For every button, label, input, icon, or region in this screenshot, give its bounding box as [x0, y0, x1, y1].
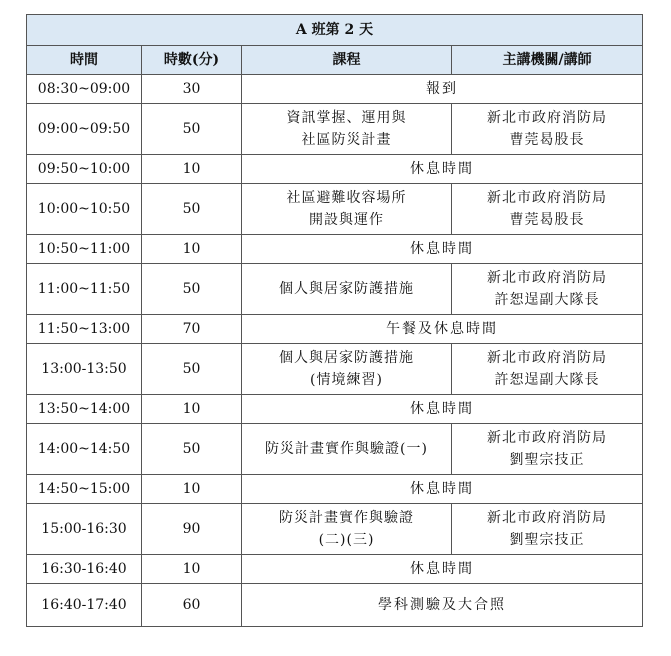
minutes-cell: 50	[142, 344, 242, 395]
minutes-cell: 10	[142, 555, 242, 584]
minutes-cell: 10	[142, 155, 242, 184]
lecturer-cell: 新北市政府消防局 曹莞曷股長	[452, 184, 643, 235]
time-cell: 15:00-16:30	[27, 504, 142, 555]
header-lecturer: 主講機關/講師	[452, 46, 643, 75]
header-time: 時間	[27, 46, 142, 75]
merged-cell: 休息時間	[242, 155, 643, 184]
minutes-cell: 50	[142, 264, 242, 315]
table-title: A 班第 2 天	[27, 15, 643, 46]
header-course: 課程	[242, 46, 452, 75]
time-cell: 11:00~11:50	[27, 264, 142, 315]
minutes-cell: 70	[142, 315, 242, 344]
time-cell: 08:30~09:00	[27, 75, 142, 104]
table-row	[27, 155, 643, 184]
title-row	[27, 15, 643, 46]
schedule-table	[26, 14, 643, 627]
lecturer-cell: 新北市政府消防局 許恕逞副大隊長	[452, 344, 643, 395]
time-cell: 11:50~13:00	[27, 315, 142, 344]
course-cell: 個人與居家防護措施 (情境練習)	[242, 344, 452, 395]
time-cell: 16:30-16:40	[27, 555, 142, 584]
table-row	[27, 264, 643, 315]
course-cell: 防災計畫實作與驗證(一)	[242, 424, 452, 475]
table-row	[27, 344, 643, 395]
course-cell: 資訊掌握、運用與 社區防災計畫	[242, 104, 452, 155]
merged-cell: 學科測驗及大合照	[242, 584, 643, 627]
table-row	[27, 475, 643, 504]
table-row	[27, 315, 643, 344]
lecturer-cell: 新北市政府消防局 曹莞曷股長	[452, 104, 643, 155]
time-cell: 14:50~15:00	[27, 475, 142, 504]
merged-cell: 休息時間	[242, 395, 643, 424]
minutes-cell: 10	[142, 475, 242, 504]
minutes-cell: 60	[142, 584, 242, 627]
course-cell: 社區避難收容場所 開設與運作	[242, 184, 452, 235]
merged-cell: 休息時間	[242, 555, 643, 584]
time-cell: 14:00~14:50	[27, 424, 142, 475]
table-row	[27, 504, 643, 555]
header-row	[27, 46, 643, 75]
table-row	[27, 395, 643, 424]
lecturer-cell: 新北市政府消防局 劉聖宗技正	[452, 504, 643, 555]
time-cell: 10:50~11:00	[27, 235, 142, 264]
minutes-cell: 10	[142, 235, 242, 264]
time-cell: 09:50~10:00	[27, 155, 142, 184]
lecturer-cell: 新北市政府消防局 許恕逞副大隊長	[452, 264, 643, 315]
header-minutes: 時數(分)	[142, 46, 242, 75]
course-cell: 個人與居家防護措施	[242, 264, 452, 315]
table-row	[27, 184, 643, 235]
merged-cell: 報到	[242, 75, 643, 104]
table-row	[27, 235, 643, 264]
course-cell: 防災計畫實作與驗證 (二)(三)	[242, 504, 452, 555]
minutes-cell: 50	[142, 104, 242, 155]
time-cell: 09:00~09:50	[27, 104, 142, 155]
merged-cell: 休息時間	[242, 475, 643, 504]
minutes-cell: 10	[142, 395, 242, 424]
merged-cell: 休息時間	[242, 235, 643, 264]
table-row	[27, 555, 643, 584]
minutes-cell: 30	[142, 75, 242, 104]
table-row	[27, 424, 643, 475]
time-cell: 10:00~10:50	[27, 184, 142, 235]
time-cell: 16:40-17:40	[27, 584, 142, 627]
minutes-cell: 50	[142, 424, 242, 475]
table-row	[27, 104, 643, 155]
minutes-cell: 90	[142, 504, 242, 555]
time-cell: 13:00-13:50	[27, 344, 142, 395]
table-row	[27, 75, 643, 104]
time-cell: 13:50~14:00	[27, 395, 142, 424]
lecturer-cell: 新北市政府消防局 劉聖宗技正	[452, 424, 643, 475]
merged-cell: 午餐及休息時間	[242, 315, 643, 344]
table-row	[27, 584, 643, 627]
minutes-cell: 50	[142, 184, 242, 235]
